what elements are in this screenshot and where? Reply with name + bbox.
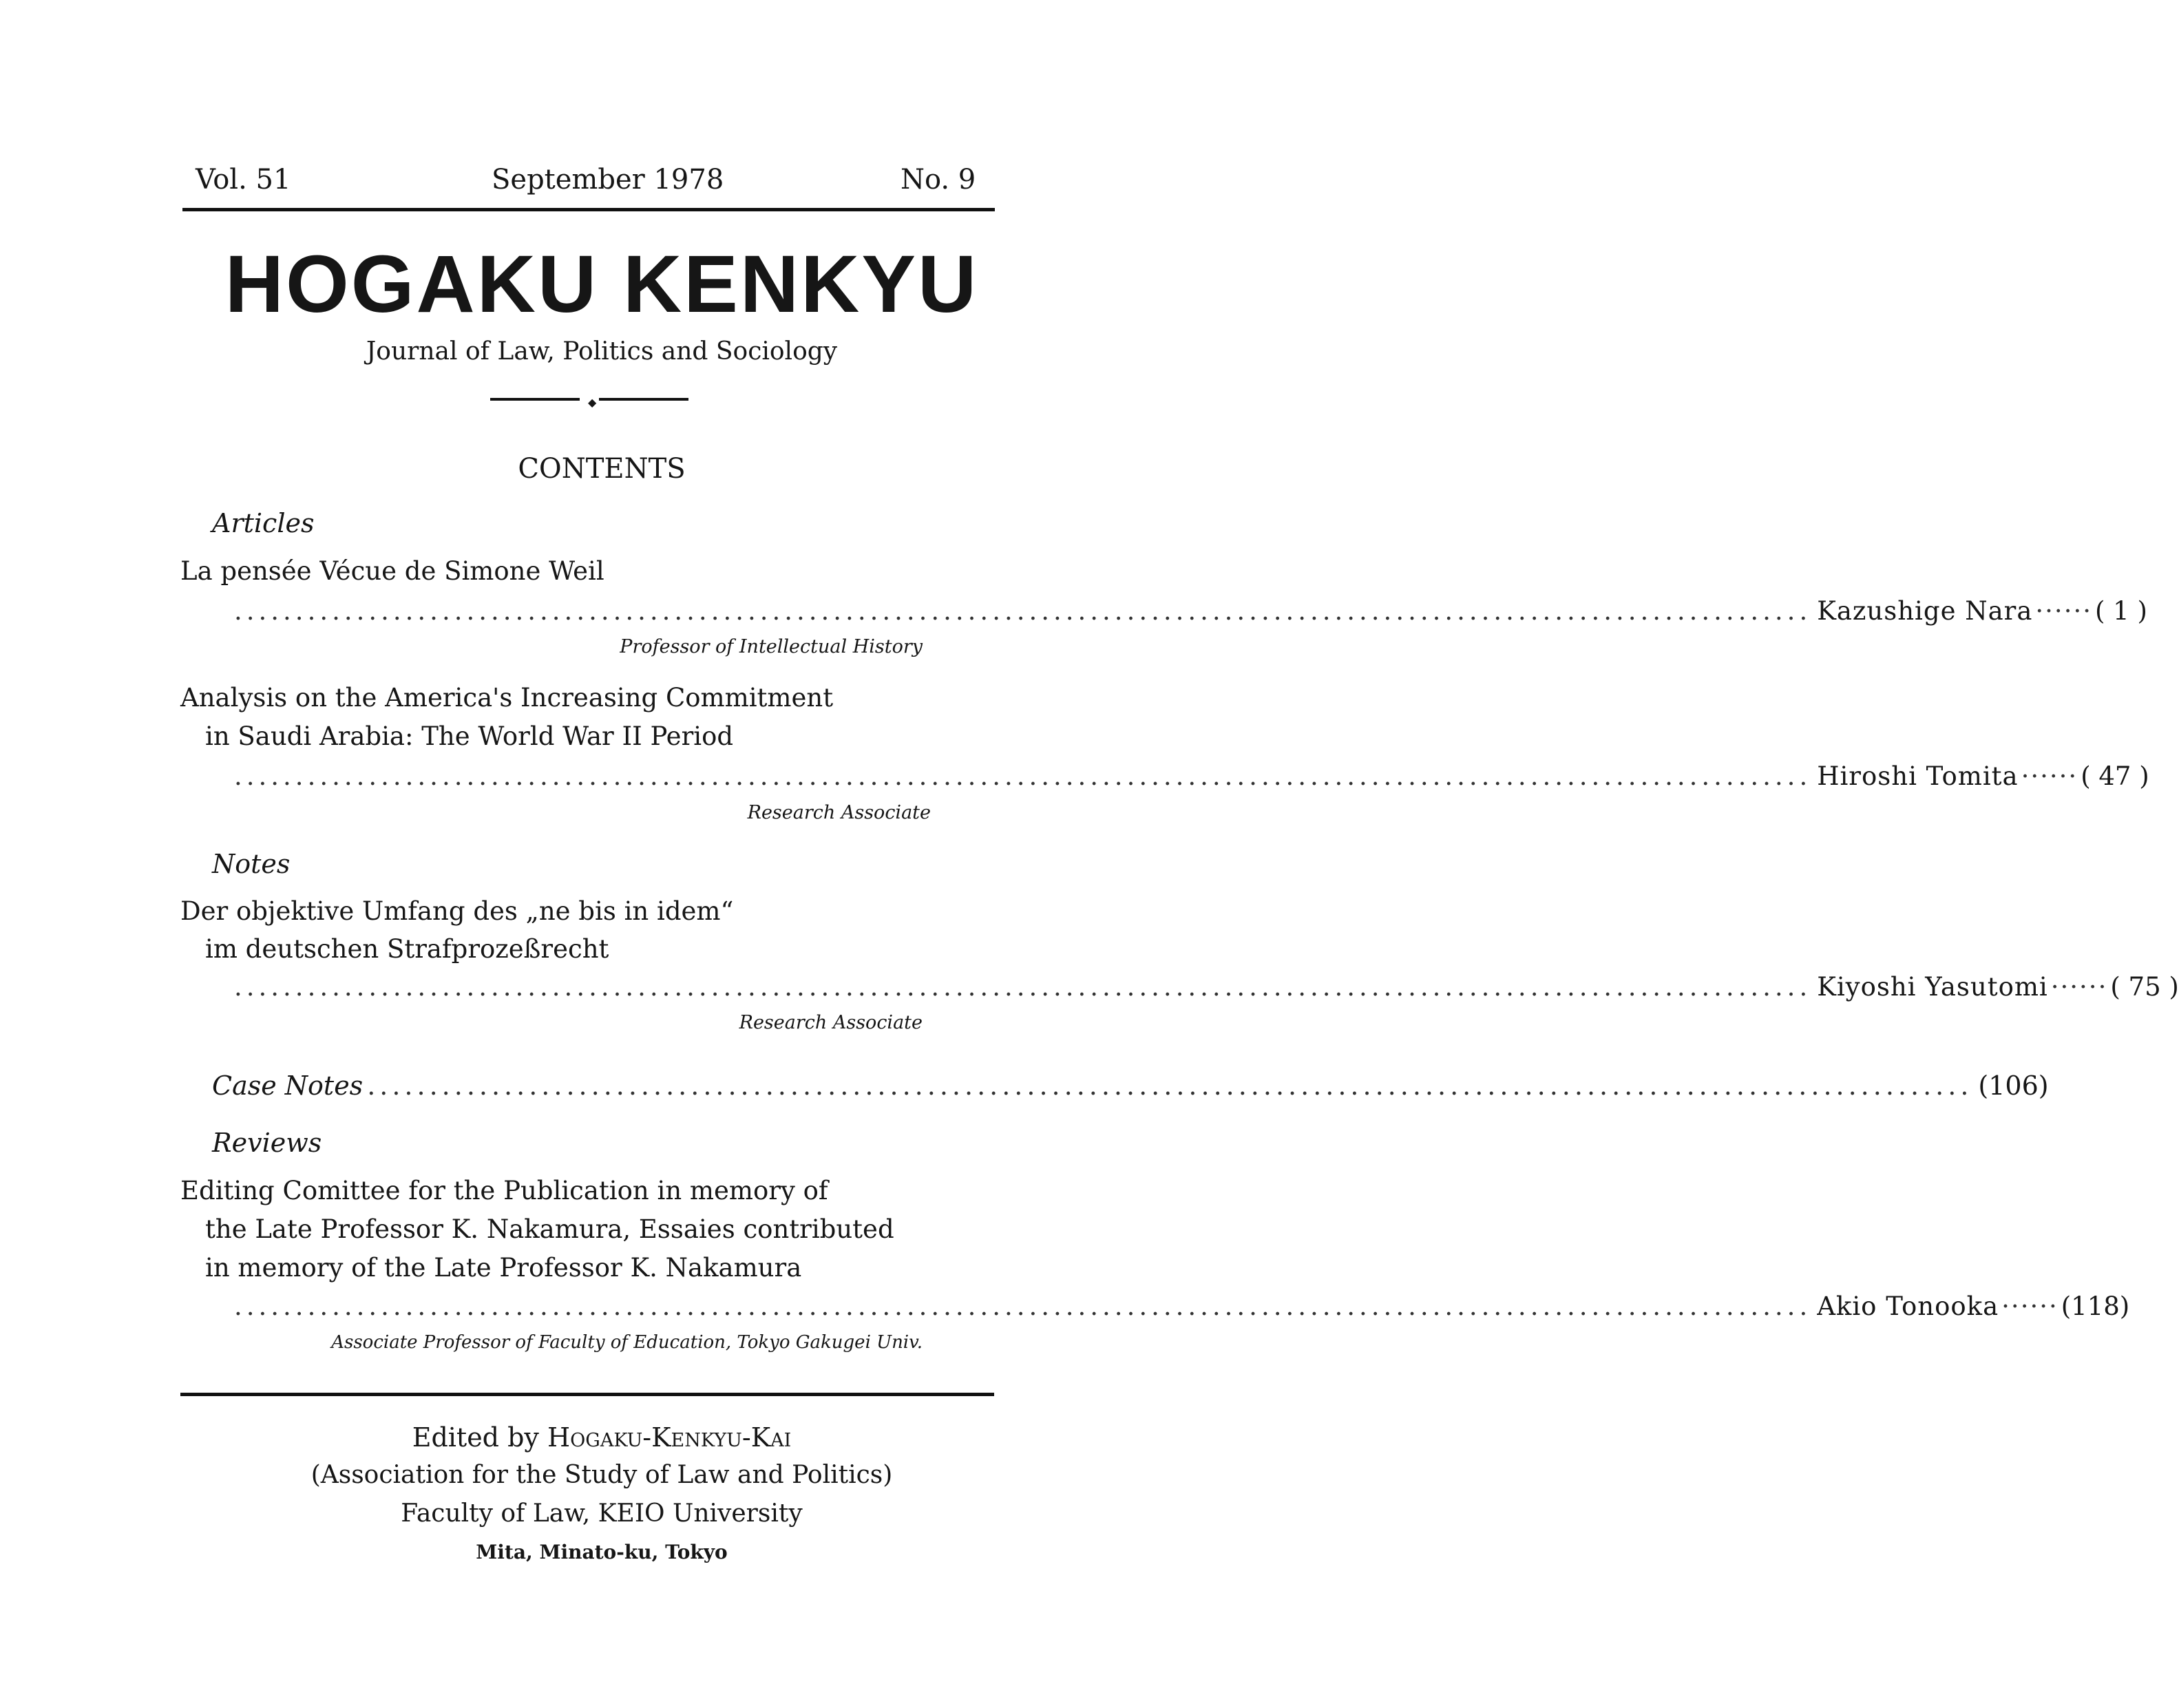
article-2-affiliation: Research Associate: [747, 802, 931, 823]
case-notes-page: (106): [1978, 1071, 2049, 1101]
ornament-rule-left: [490, 398, 580, 401]
article-1-page: ( 1 ): [2094, 596, 2147, 626]
review-1-affiliation: Associate Professor of Faculty of Education, Tokyo Gakugei Univ.: [331, 1332, 923, 1353]
note-1-entry: [234, 972, 2179, 1004]
section-articles: Articles: [212, 508, 315, 538]
dot-leader: ······: [2021, 761, 2078, 791]
footer-rule: [180, 1393, 994, 1396]
issue-number: No. 9: [901, 164, 976, 196]
note-1-page: ( 75 ): [2110, 972, 2179, 1002]
dot-leader: .................................................................................................................................: [234, 972, 1812, 1002]
footer-address: Mita, Minato-ku, Tokyo: [476, 1541, 728, 1563]
article-2-entry: [234, 761, 2149, 793]
dot-leader: .................................................................................................................................: [234, 761, 1812, 791]
case-notes-entry[interactable]: [212, 1071, 2049, 1102]
note-1-author: Kiyoshi Yasutomi: [1817, 972, 2048, 1002]
review-1-title-line-2[interactable]: the Late Professor K. Nakamura, Essaies contributed: [205, 1214, 894, 1244]
ornament-dot-icon: ◆: [588, 396, 597, 409]
article-1-title[interactable]: La pensée Vécue de Simone Weil: [180, 556, 604, 586]
section-reviews: Reviews: [212, 1128, 322, 1158]
issue-date: September 1978: [492, 164, 724, 196]
journal-subtitle: Journal of Law, Politics and Sociology: [366, 337, 838, 366]
review-1-author: Akio Tonooka: [1817, 1291, 1999, 1321]
review-1-title-line-3[interactable]: in memory of the Late Professor K. Nakamura: [205, 1253, 802, 1283]
note-1-affiliation: Research Associate: [739, 1012, 923, 1033]
society-name: Hogaku-Kenkyu-Kai: [547, 1422, 792, 1453]
note-1-title-line-2[interactable]: im deutschen Strafprozeßrecht: [205, 934, 609, 964]
article-1-author: Kazushige Nara: [1817, 596, 2033, 626]
review-1-entry: [234, 1291, 2130, 1323]
volume-label: Vol. 51: [196, 164, 291, 196]
footer-edited-by: [0, 1422, 1203, 1453]
dot-leader: .................................................................................................................................: [234, 1291, 1812, 1321]
section-case-notes: Case Notes: [212, 1071, 364, 1101]
dot-leader: ······: [2035, 596, 2092, 626]
review-1-page: (118): [2061, 1291, 2130, 1321]
article-2-page: ( 47 ): [2081, 761, 2149, 791]
journal-title: HOGAKU KENKYU: [224, 239, 979, 330]
footer-association: (Association for the Study of Law and Politics): [310, 1461, 893, 1489]
dot-leader: ······: [2001, 1291, 2059, 1321]
ornament-rule-right: [599, 398, 688, 401]
note-1-title-line-1[interactable]: Der objektive Umfang des „ne bis in idem“: [180, 896, 734, 926]
edited-by-label: Edited by: [412, 1422, 539, 1453]
section-notes: Notes: [212, 849, 291, 879]
article-2-title-line-2[interactable]: in Saudi Arabia: The World War II Period: [205, 721, 734, 751]
review-1-title-line-1[interactable]: Editing Comittee for the Publication in memory of: [180, 1176, 828, 1205]
dot-leader: ······: [2050, 972, 2108, 1002]
footer-faculty: Faculty of Law, KEIO University: [401, 1499, 803, 1528]
dot-leader: .................................................................................................................................: [367, 1071, 1973, 1101]
dot-leader: .................................................................................................................................: [234, 596, 1812, 626]
article-2-title-line-1[interactable]: Analysis on the America's Increasing Commitment: [180, 683, 834, 713]
article-2-author: Hiroshi Tomita: [1817, 761, 2019, 791]
contents-heading: CONTENTS: [518, 453, 686, 485]
masthead-rule: [182, 208, 995, 211]
article-1-entry: [234, 596, 2147, 628]
article-1-affiliation: Professor of Intellectual History: [620, 636, 923, 657]
